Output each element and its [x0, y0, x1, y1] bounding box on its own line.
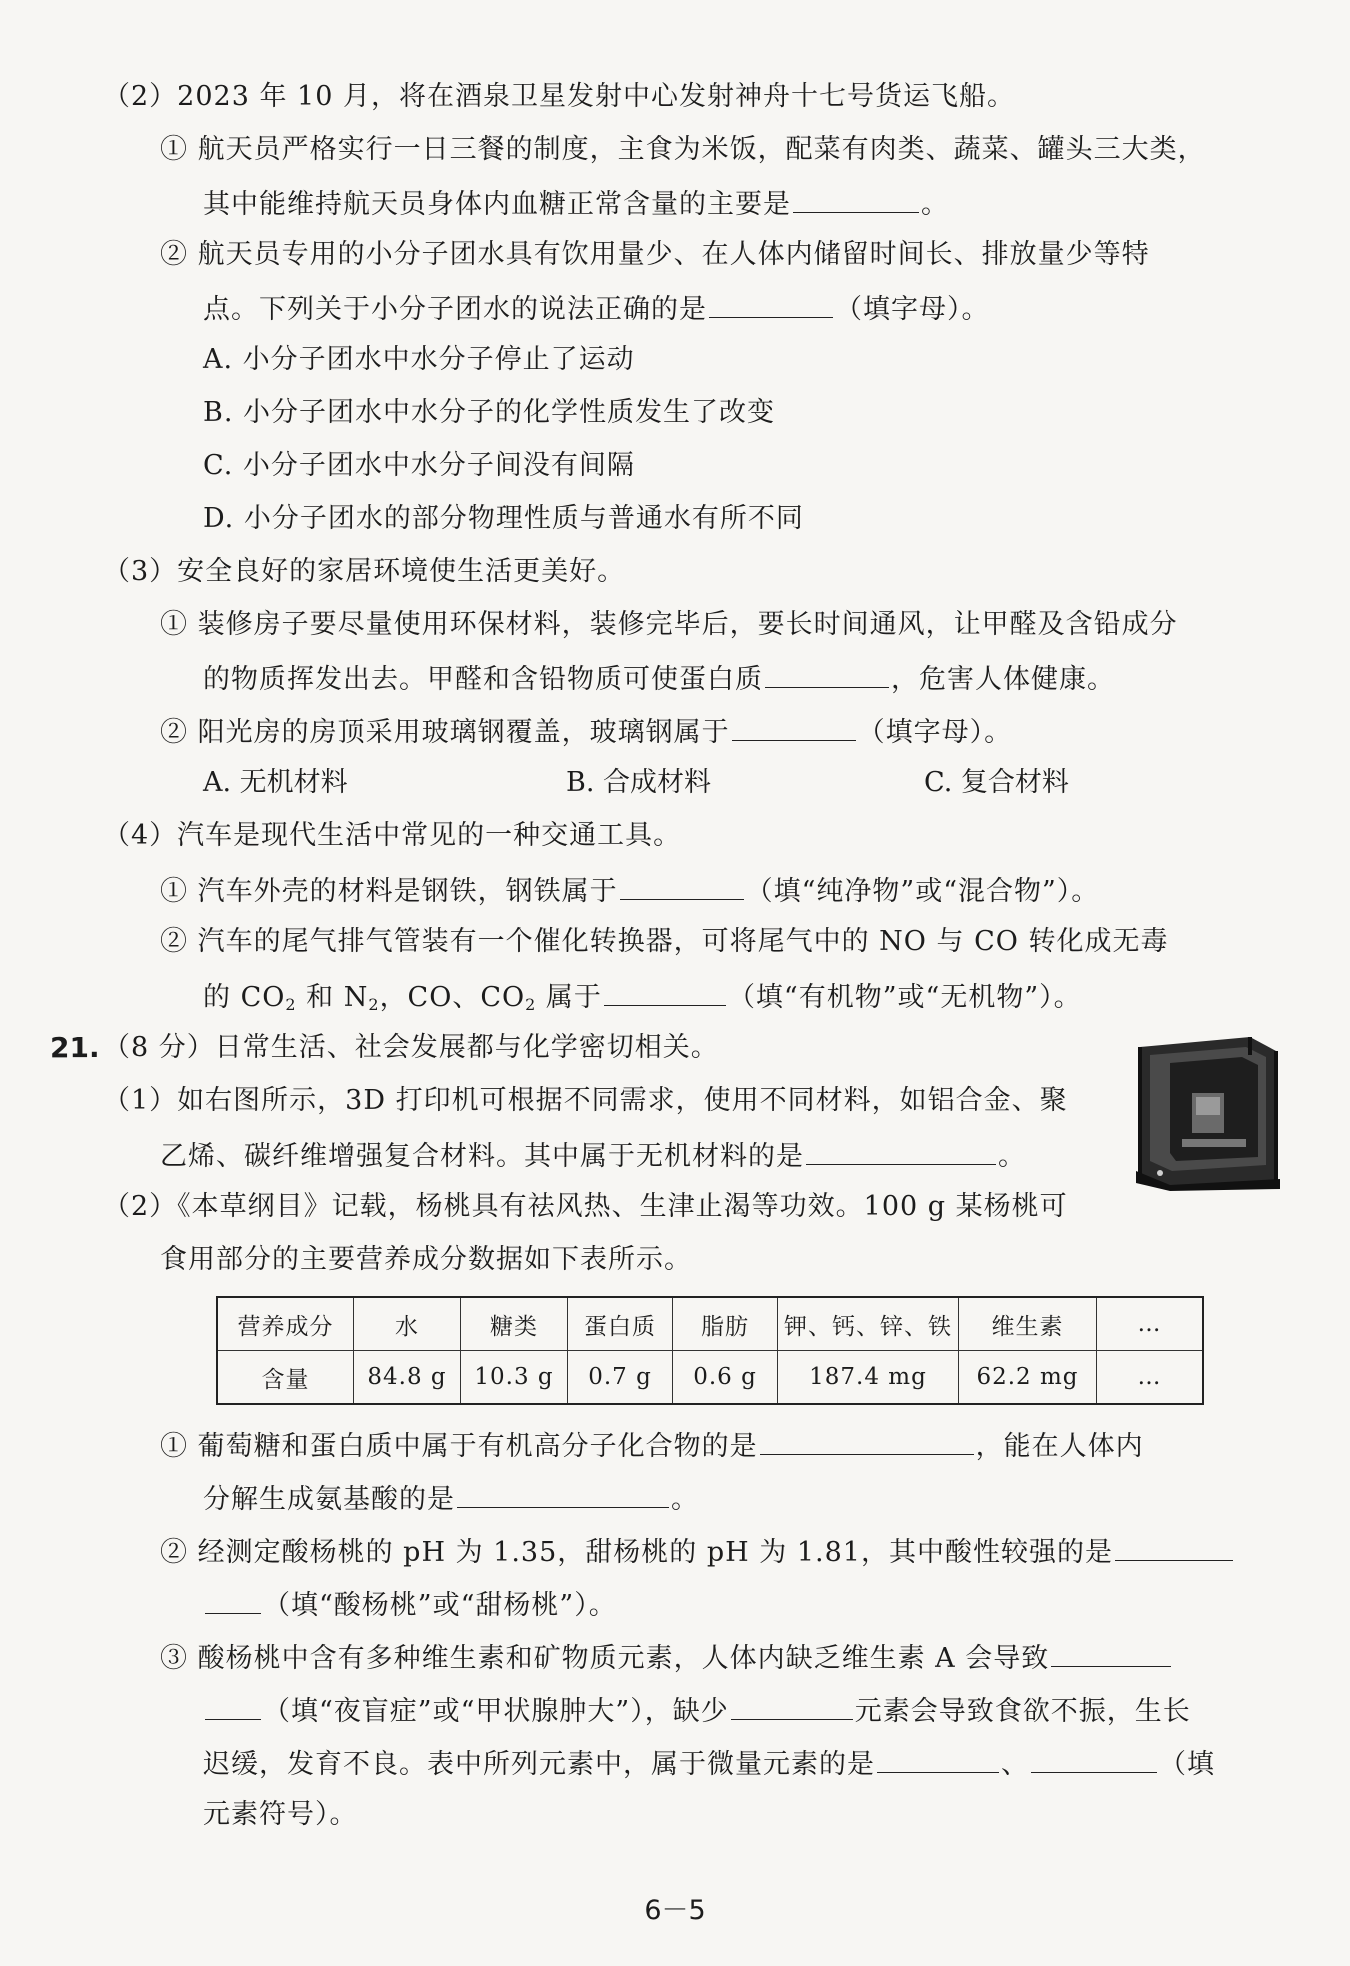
- text: ① 汽车外壳的材料是钢铁，钢铁属于: [160, 876, 618, 907]
- text: 乙烯、碳纤维增强复合材料。其中属于无机材料的是: [160, 1141, 804, 1172]
- table-header-cell: 水: [354, 1297, 461, 1351]
- answer-blank[interactable]: [620, 869, 744, 900]
- answer-blank[interactable]: [793, 182, 919, 213]
- q20-part3-intro: （3）安全良好的家居环境使生活更美好。: [103, 556, 626, 587]
- answer-blank[interactable]: [731, 1689, 853, 1720]
- q20-part4-item1: [160, 869, 1099, 912]
- subscript: 2: [368, 995, 380, 1014]
- option-b: B. 小分子团水中水分子的化学性质发生了改变: [203, 397, 776, 428]
- option-c: C. 复合材料: [924, 767, 1069, 798]
- nutrition-table: [216, 1296, 1204, 1405]
- q21-sub2-line1: [160, 1530, 1235, 1573]
- text: （填“纯净物”或“混合物”）。: [745, 876, 1100, 907]
- answer-blank[interactable]: [806, 1134, 996, 1165]
- answer-blank[interactable]: [765, 657, 889, 688]
- answer-blank[interactable]: [457, 1477, 669, 1508]
- answer-blank[interactable]: [604, 975, 726, 1006]
- answer-blank[interactable]: [1031, 1742, 1157, 1773]
- text: ，危害人体健康。: [891, 664, 1115, 695]
- text: ① 葡萄糖和蛋白质中属于有机高分子化合物的是: [160, 1431, 758, 1462]
- 3d-printer-image: [1130, 1033, 1282, 1191]
- table-cell: 0.7 g: [568, 1351, 673, 1405]
- q20-part4-item2-line1: ② 汽车的尾气排气管装有一个催化转换器，可将尾气中的 NO 与 CO 转化成无毒: [160, 926, 1169, 957]
- text: （填“夜盲症”或“甲状腺肿大”），缺少: [263, 1696, 729, 1727]
- q21-sub3-line2: [203, 1689, 1191, 1732]
- text: 、: [1001, 1749, 1029, 1780]
- answer-blank[interactable]: [1115, 1530, 1233, 1561]
- answer-blank[interactable]: [205, 1583, 261, 1614]
- text: 。: [998, 1141, 1026, 1172]
- q21-sub1-line2: [203, 1477, 699, 1520]
- table-header-cell: 蛋白质: [568, 1297, 673, 1351]
- table-cell: 10.3 g: [461, 1351, 568, 1405]
- question-number: 21.: [50, 1031, 100, 1064]
- text: 。: [671, 1484, 699, 1515]
- text: ，能在人体内: [975, 1431, 1144, 1462]
- table-cell: 84.8 g: [354, 1351, 461, 1405]
- text: ② 阳光房的房顶采用玻璃钢覆盖，玻璃钢属于: [160, 717, 730, 748]
- option-a: A. 小分子团水中水分子停止了运动: [203, 344, 635, 375]
- table-cell: 0.6 g: [673, 1351, 778, 1405]
- option-a: A. 无机材料: [203, 767, 348, 798]
- table-header-cell: 营养成分: [217, 1297, 354, 1351]
- text: 分解生成氨基酸的是: [203, 1484, 455, 1515]
- q20-part2-item1-line2: [203, 182, 949, 225]
- answer-blank[interactable]: [877, 1742, 999, 1773]
- q21-sub3-line4: 元素符号）。: [203, 1799, 358, 1830]
- q20-part4-item2-line2: [203, 975, 1082, 1018]
- option-d: D. 小分子团水的部分物理性质与普通水有所不同: [203, 503, 804, 534]
- table-header-cell: 糖类: [461, 1297, 568, 1351]
- table-cell: …: [1097, 1351, 1204, 1405]
- q20-part2-item2-line1: ② 航天员专用的小分子团水具有饮用量少、在人体内储留时间长、排放量少等特: [160, 239, 1150, 270]
- text: 属于: [536, 982, 602, 1013]
- subscript: 2: [285, 995, 297, 1014]
- q21-part2-line1: （2）《本草纲目》记载，杨桃具有祛风热、生津止渴等功效。100 g 某杨桃可: [103, 1191, 1068, 1222]
- q20-part3-item2: [160, 710, 1012, 753]
- answer-blank[interactable]: [205, 1689, 261, 1720]
- q20-part2-intro: （2）2023 年 10 月，将在酒泉卫星发射中心发射神舟十七号货运飞船。: [103, 81, 1015, 112]
- q21-part2-line2: 食用部分的主要营养成分数据如下表所示。: [160, 1244, 692, 1275]
- table-row: [217, 1351, 1203, 1405]
- text: 点。下列关于小分子团水的说法正确的是: [203, 294, 707, 325]
- table-header-cell: 维生素: [959, 1297, 1097, 1351]
- q21-sub3-line1: [160, 1636, 1173, 1679]
- q21-sub2-line2: [203, 1583, 617, 1626]
- text: （填字母）。: [857, 717, 1013, 748]
- q20-part2-item2-line2: [203, 287, 990, 330]
- text: ，CO、CO: [379, 982, 526, 1013]
- text: （填“酸杨桃”或“甜杨桃”）。: [263, 1590, 617, 1621]
- answer-blank[interactable]: [760, 1424, 974, 1455]
- text: 和 N: [296, 982, 369, 1013]
- q20-part3-item1-line2: [203, 657, 1115, 700]
- subscript: 2: [525, 995, 537, 1014]
- q21-part1-line1: （1）如右图所示，3D 打印机可根据不同需求，使用不同材料，如铝合金、聚: [103, 1085, 1068, 1116]
- table-cell: 62.2 mg: [959, 1351, 1097, 1405]
- q21-part1-line2: [160, 1134, 1026, 1177]
- answer-blank[interactable]: [1051, 1636, 1171, 1667]
- table-header-cell: 脂肪: [673, 1297, 778, 1351]
- q21-heading: （8 分）日常生活、社会发展都与化学密切相关。: [103, 1032, 719, 1063]
- text: 其中能维持航天员身体内血糖正常含量的主要是: [203, 189, 791, 220]
- option-c: C. 小分子团水中水分子间没有间隔: [203, 450, 635, 481]
- text: （填“有机物”或“无机物”）。: [727, 982, 1082, 1013]
- text: ② 经测定酸杨桃的 pH 为 1.35，甜杨桃的 pH 为 1.81，其中酸性较强的是: [160, 1537, 1113, 1568]
- text: 的 CO: [203, 982, 286, 1013]
- table-header-cell: …: [1097, 1297, 1204, 1351]
- table-row: [217, 1297, 1203, 1351]
- text: 的物质挥发出去。甲醛和含铅物质可使蛋白质: [203, 664, 763, 695]
- text: 元素会导致食欲不振，生长: [854, 1696, 1191, 1727]
- text: （填: [1159, 1749, 1215, 1780]
- text: ③ 酸杨桃中含有多种维生素和矿物质元素，人体内缺乏维生素 A 会导致: [160, 1643, 1050, 1674]
- answer-blank[interactable]: [732, 710, 856, 741]
- table-cell: 含量: [217, 1351, 354, 1405]
- table-cell: 187.4 mg: [778, 1351, 959, 1405]
- table-header-cell: 钾、钙、锌、铁: [778, 1297, 959, 1351]
- q20-part3-item1-line1: ① 装修房子要尽量使用环保材料，装修完毕后，要长时间通风，让甲醛及含铅成分: [160, 609, 1178, 640]
- q20-part4-intro: （4）汽车是现代生活中常见的一种交通工具。: [103, 820, 682, 851]
- text: 迟缓，发育不良。表中所列元素中，属于微量元素的是: [203, 1749, 875, 1780]
- option-b: B. 合成材料: [566, 767, 712, 798]
- q20-part2-item1-line1: ① 航天员严格实行一日三餐的制度，主食为米饭，配菜有肉类、蔬菜、罐头三大类，: [160, 134, 1206, 165]
- answer-blank[interactable]: [709, 287, 833, 318]
- text: （填字母）。: [835, 294, 990, 325]
- page-number: 6－5: [644, 1895, 706, 1926]
- q21-sub3-line3: [203, 1742, 1215, 1785]
- q21-sub1-line1: [160, 1424, 1144, 1467]
- text: 。: [921, 189, 949, 220]
